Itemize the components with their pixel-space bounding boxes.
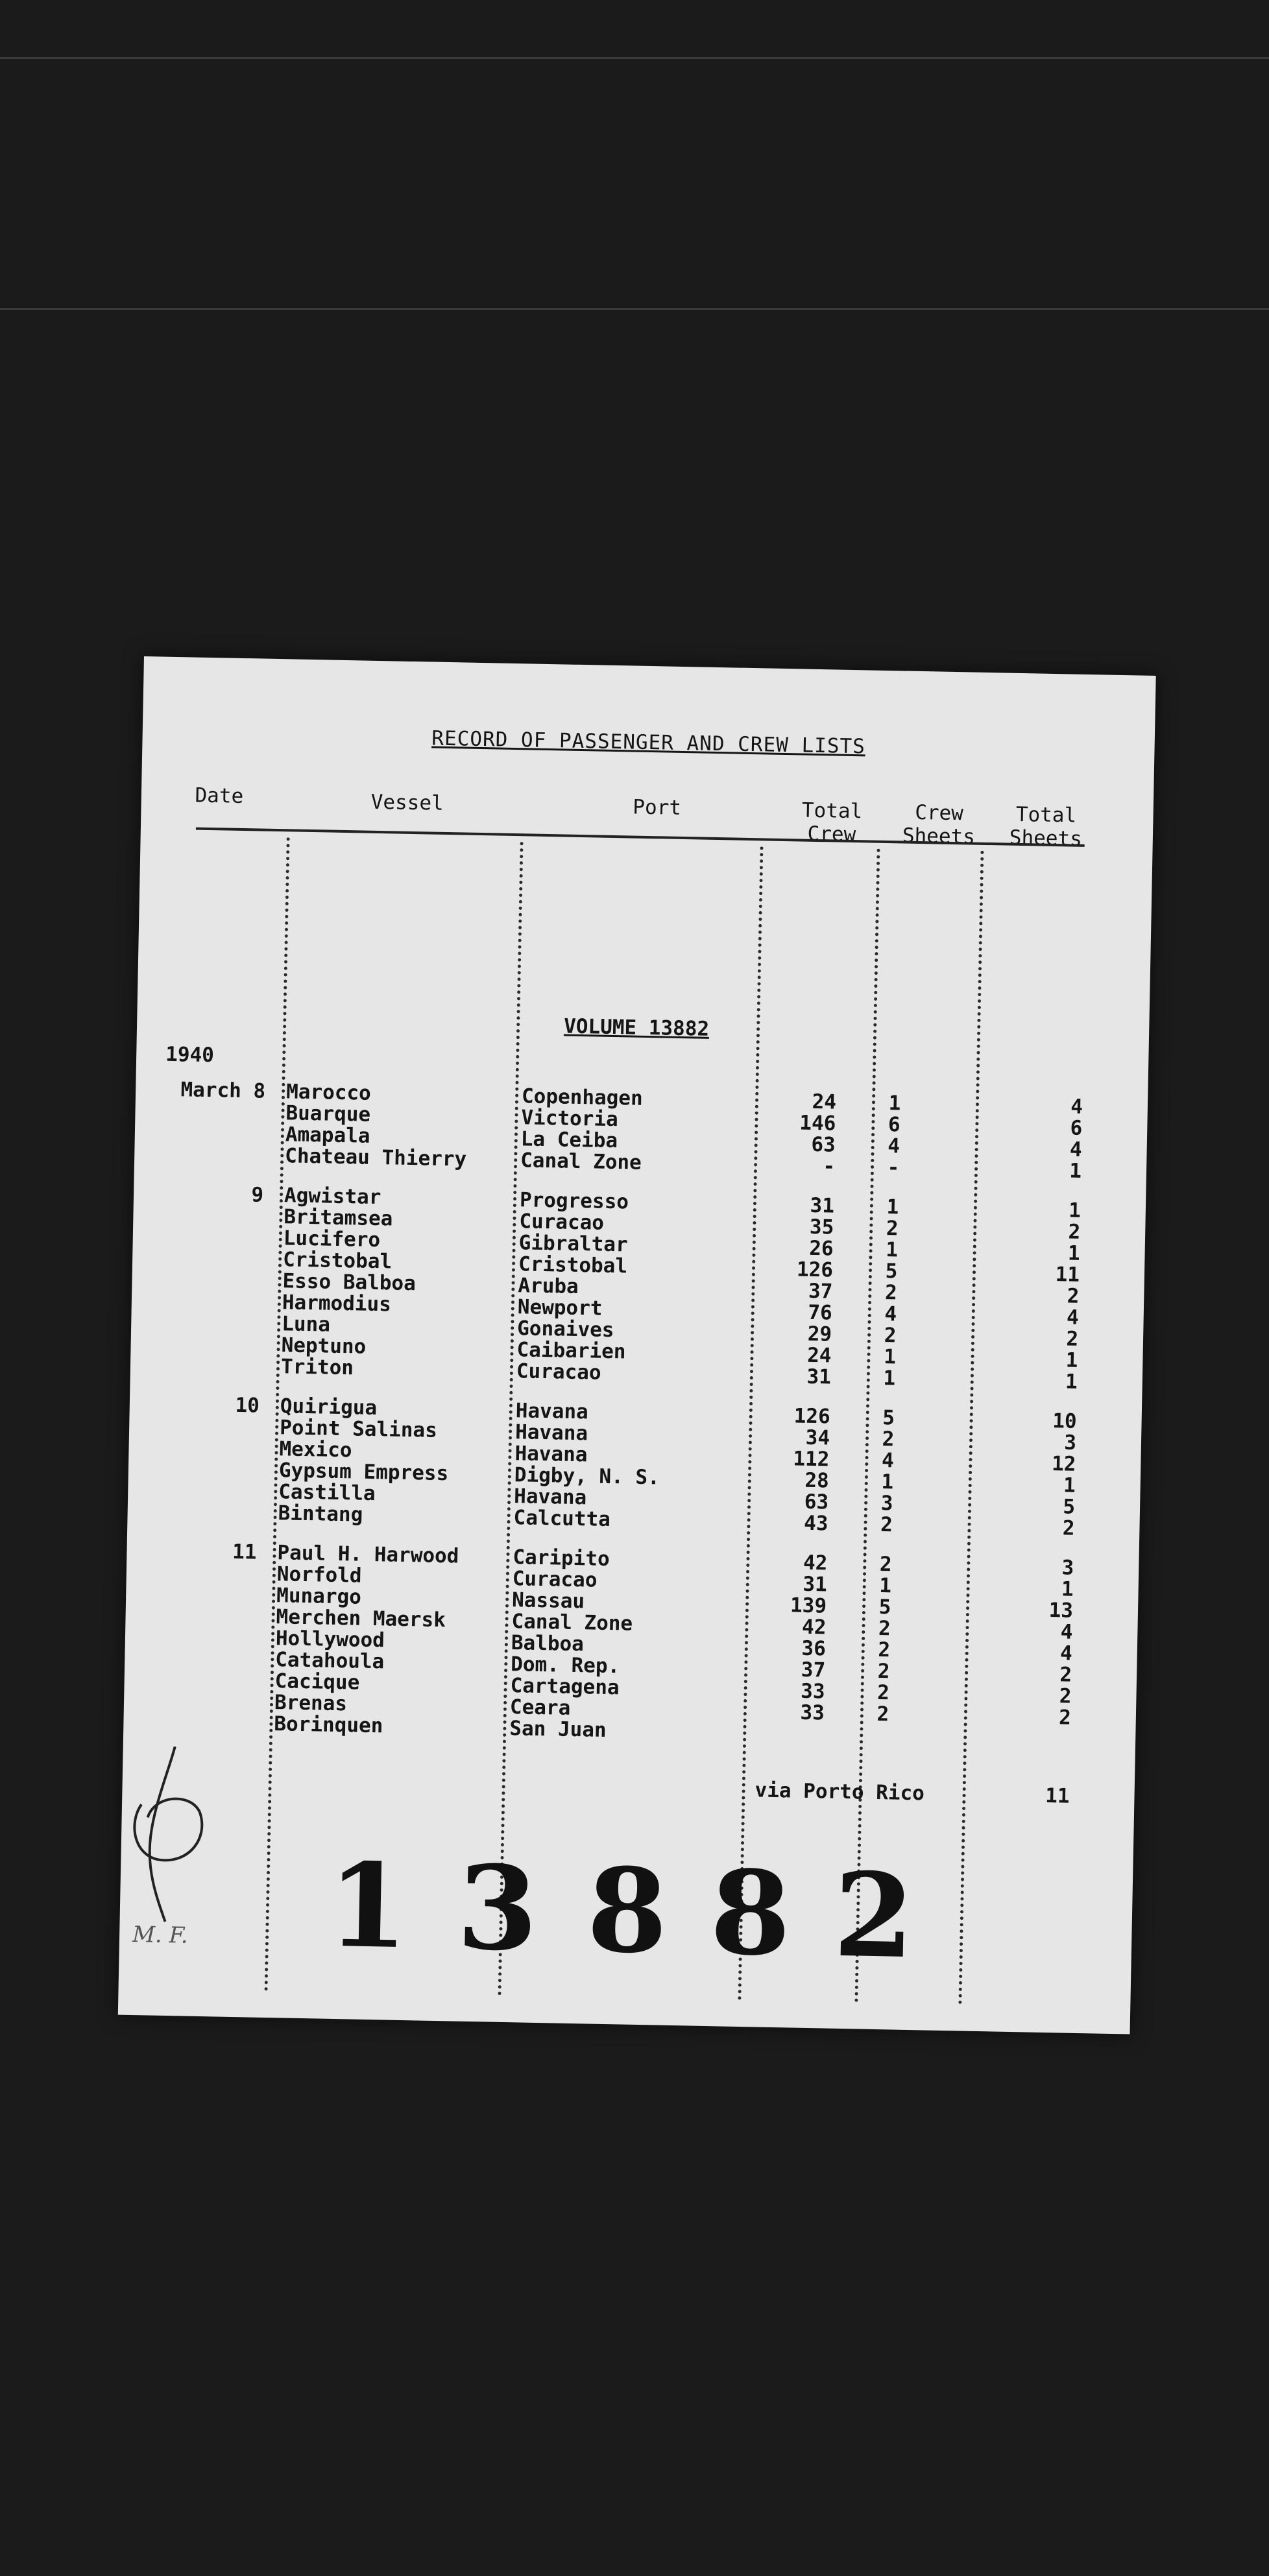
row-total-crew: 139 bbox=[790, 1593, 827, 1618]
row-total-sheets: 6 bbox=[1070, 1116, 1083, 1140]
row-crew-sheets: 2 bbox=[877, 1660, 890, 1684]
row-vessel: Catahoula bbox=[274, 1648, 385, 1674]
row-port: Havana bbox=[515, 1399, 589, 1424]
row-vessel: Point Salinas bbox=[279, 1416, 438, 1442]
row-port: Curacao bbox=[512, 1567, 598, 1592]
row-total-sheets: 1 bbox=[1065, 1370, 1078, 1394]
row-port: Aruba bbox=[518, 1274, 579, 1299]
row-port: Cristobal bbox=[518, 1252, 628, 1278]
stamp-digit: 3 bbox=[456, 1839, 539, 1977]
row-total-crew: 76 bbox=[808, 1300, 833, 1325]
row-port: Curacao bbox=[519, 1210, 605, 1235]
record-sheet bbox=[118, 656, 1156, 2034]
row-total-crew: 26 bbox=[808, 1236, 834, 1261]
row-vessel: Esso Balboa bbox=[282, 1269, 417, 1296]
row-total-crew: 34 bbox=[805, 1425, 830, 1450]
row-crew-sheets: 2 bbox=[880, 1513, 893, 1537]
row-vessel: Castilla bbox=[278, 1480, 376, 1506]
document-title: RECORD OF PASSENGER AND CREW LISTS bbox=[431, 726, 866, 759]
row-total-crew: 37 bbox=[801, 1658, 826, 1682]
row-total-sheets: 2 bbox=[1062, 1516, 1075, 1540]
row-vessel: Harmodius bbox=[282, 1291, 392, 1317]
header-total-sheets: Total Sheets bbox=[1009, 802, 1083, 851]
volume-heading: VOLUME 13882 bbox=[563, 1014, 710, 1041]
row-crew-sheets: 1 bbox=[883, 1345, 897, 1369]
row-crew-sheets: 2 bbox=[878, 1617, 891, 1641]
row-port: Newport bbox=[517, 1295, 603, 1320]
row-vessel: Paul H. Harwood bbox=[277, 1541, 459, 1568]
row-date: 11 bbox=[232, 1540, 257, 1564]
row-port: Digby, N. S. bbox=[514, 1463, 660, 1490]
row-vessel: Triton bbox=[280, 1355, 354, 1380]
row-total-crew: 35 bbox=[809, 1215, 834, 1239]
row-vessel: Norfold bbox=[276, 1562, 362, 1588]
row-port: Gibraltar bbox=[518, 1231, 629, 1257]
row-vessel: Marocco bbox=[285, 1080, 372, 1105]
row-vessel: Mexico bbox=[279, 1437, 352, 1462]
header-port: Port bbox=[633, 795, 682, 820]
row-total-crew: 42 bbox=[803, 1551, 828, 1575]
row-port: Ceara bbox=[509, 1695, 571, 1720]
row-port: Havana bbox=[513, 1485, 587, 1510]
row-date: 10 bbox=[235, 1393, 260, 1418]
row-vessel: Gypsum Empress bbox=[278, 1459, 449, 1486]
row-vessel: Chateau Thierry bbox=[284, 1144, 467, 1171]
row-total-sheets: 4 bbox=[1060, 1620, 1073, 1644]
stamp-digit: 2 bbox=[832, 1846, 915, 1985]
stamp-digit: 1 bbox=[326, 1837, 409, 1975]
header-crew-sheets: Crew Sheets bbox=[902, 800, 976, 849]
row-crew-sheets: - bbox=[887, 1156, 900, 1180]
row-crew-sheets: 5 bbox=[885, 1259, 898, 1283]
row-vessel: Amapala bbox=[285, 1123, 370, 1148]
row-total-sheets: 12 bbox=[1051, 1452, 1076, 1476]
row-port: Victoria bbox=[521, 1106, 619, 1132]
row-total-sheets: 1 bbox=[1067, 1241, 1080, 1265]
row-total-sheets: 1 bbox=[1069, 1159, 1082, 1183]
row-total-crew: 36 bbox=[801, 1636, 827, 1661]
row-crew-sheets: 2 bbox=[884, 1324, 897, 1348]
row-total-sheets: 4 bbox=[1059, 1641, 1073, 1665]
row-port: Caripito bbox=[513, 1545, 610, 1571]
row-total-sheets: 3 bbox=[1063, 1431, 1077, 1455]
row-port: Havana bbox=[514, 1442, 588, 1467]
row-port: Copenhagen bbox=[521, 1084, 644, 1110]
film-edge-line bbox=[0, 57, 1269, 59]
row-total-crew: 33 bbox=[800, 1679, 825, 1704]
header-total-crew: Total Crew bbox=[801, 798, 863, 847]
row-total-sheets: 13 bbox=[1048, 1599, 1074, 1623]
row-total-sheets: 4 bbox=[1069, 1138, 1083, 1162]
row-port: San Juan bbox=[509, 1717, 607, 1742]
row-total-crew: 31 bbox=[810, 1193, 835, 1218]
row-crew-sheets: 2 bbox=[879, 1553, 893, 1577]
row-total-crew: 24 bbox=[812, 1090, 837, 1114]
row-crew-sheets: 2 bbox=[884, 1281, 898, 1305]
row-total-sheets: 2 bbox=[1066, 1327, 1079, 1351]
row-crew-sheets: 2 bbox=[876, 1702, 889, 1726]
row-total-crew: 63 bbox=[804, 1490, 829, 1514]
row-date: March 8 bbox=[180, 1078, 266, 1103]
row-crew-sheets: 1 bbox=[886, 1195, 899, 1219]
row-crew-sheets: 4 bbox=[884, 1302, 897, 1326]
via-total-sheets: 11 bbox=[1045, 1783, 1070, 1808]
row-port: Gonaives bbox=[516, 1317, 614, 1342]
row-total-crew: 31 bbox=[803, 1572, 828, 1597]
film-edge-line bbox=[0, 308, 1269, 310]
row-crew-sheets: 2 bbox=[878, 1638, 891, 1662]
row-total-crew: 126 bbox=[796, 1258, 834, 1282]
row-total-crew: 146 bbox=[799, 1111, 836, 1136]
row-vessel: Cacique bbox=[274, 1669, 360, 1695]
row-vessel: Britamsea bbox=[284, 1205, 393, 1231]
row-total-sheets: 1 bbox=[1063, 1473, 1076, 1497]
row-crew-sheets: 6 bbox=[888, 1113, 901, 1137]
row-total-crew: 63 bbox=[811, 1132, 836, 1157]
row-total-crew: 33 bbox=[800, 1700, 825, 1725]
header-date: Date bbox=[195, 783, 244, 808]
row-total-crew: 42 bbox=[801, 1615, 827, 1640]
row-total-sheets: 2 bbox=[1067, 1284, 1080, 1308]
row-port: Caibarien bbox=[516, 1338, 626, 1364]
row-crew-sheets: 1 bbox=[881, 1470, 894, 1494]
row-port: Canal Zone bbox=[520, 1149, 642, 1175]
volume-stamp-number bbox=[326, 1837, 977, 1985]
row-total-crew: 29 bbox=[807, 1322, 832, 1346]
row-crew-sheets: 2 bbox=[882, 1427, 895, 1451]
row-crew-sheets: 1 bbox=[888, 1091, 901, 1115]
row-total-crew: 126 bbox=[793, 1404, 831, 1429]
row-crew-sheets: 1 bbox=[885, 1238, 899, 1262]
row-vessel: Agwistar bbox=[284, 1184, 381, 1210]
row-port: Havana bbox=[514, 1420, 588, 1446]
row-port: Dom. Rep. bbox=[510, 1652, 620, 1678]
row-vessel: Luna bbox=[281, 1312, 331, 1337]
row-total-crew: - bbox=[823, 1154, 836, 1178]
row-total-sheets: 1 bbox=[1061, 1577, 1074, 1601]
row-total-sheets: 10 bbox=[1052, 1409, 1077, 1433]
row-total-sheets: 2 bbox=[1068, 1220, 1081, 1244]
row-vessel: Cristobal bbox=[282, 1248, 393, 1274]
svg-text:M. F.: M. F. bbox=[132, 1922, 189, 1949]
row-total-sheets: 4 bbox=[1070, 1095, 1083, 1119]
row-vessel: Quirigua bbox=[280, 1394, 378, 1420]
stamp-digit: 8 bbox=[708, 1844, 792, 1982]
row-port: Balboa bbox=[511, 1631, 585, 1656]
row-vessel: Munargo bbox=[276, 1584, 362, 1609]
row-total-sheets: 4 bbox=[1066, 1306, 1080, 1330]
row-port: Nassau bbox=[511, 1588, 585, 1614]
year-label: 1940 bbox=[165, 1042, 215, 1067]
row-total-crew: 28 bbox=[804, 1468, 830, 1493]
row-crew-sheets: 5 bbox=[882, 1406, 895, 1430]
row-date: 9 bbox=[251, 1183, 264, 1207]
row-vessel: Lucifero bbox=[283, 1226, 381, 1252]
row-crew-sheets: 4 bbox=[881, 1449, 895, 1473]
row-total-sheets: 1 bbox=[1068, 1199, 1082, 1222]
row-vessel: Borinquen bbox=[274, 1712, 383, 1738]
handwritten-signature bbox=[126, 1733, 234, 1955]
row-total-sheets: 2 bbox=[1059, 1663, 1072, 1687]
row-total-sheets: 2 bbox=[1059, 1684, 1072, 1708]
row-vessel: Hollywood bbox=[275, 1627, 385, 1652]
row-port: Canal Zone bbox=[511, 1610, 633, 1636]
row-total-sheets: 1 bbox=[1065, 1348, 1078, 1372]
row-crew-sheets: 2 bbox=[886, 1217, 899, 1241]
row-total-sheets: 2 bbox=[1058, 1706, 1072, 1730]
row-port: Cartagena bbox=[510, 1674, 620, 1700]
row-total-sheets: 11 bbox=[1055, 1263, 1080, 1287]
row-total-crew: 31 bbox=[806, 1365, 832, 1389]
row-crew-sheets: 1 bbox=[879, 1574, 892, 1598]
row-crew-sheets: 3 bbox=[880, 1492, 893, 1516]
row-port: La Ceiba bbox=[520, 1127, 618, 1153]
row-port: Progresso bbox=[519, 1188, 629, 1214]
row-port: Curacao bbox=[516, 1359, 601, 1385]
row-total-crew: 37 bbox=[808, 1279, 833, 1304]
row-crew-sheets: 1 bbox=[883, 1366, 896, 1390]
stamp-digit: 8 bbox=[586, 1842, 669, 1979]
row-total-crew: 24 bbox=[806, 1343, 832, 1368]
row-vessel: Neptuno bbox=[281, 1333, 367, 1359]
row-vessel: Bintang bbox=[278, 1501, 363, 1527]
row-port: Calcutta bbox=[513, 1506, 611, 1532]
row-vessel: Brenas bbox=[274, 1691, 348, 1716]
row-vessel: Merchen Maersk bbox=[276, 1605, 446, 1632]
row-vessel: Buarque bbox=[285, 1101, 371, 1127]
row-total-crew: 112 bbox=[793, 1447, 830, 1472]
row-crew-sheets: 5 bbox=[878, 1595, 891, 1619]
row-total-sheets: 3 bbox=[1061, 1556, 1074, 1580]
row-crew-sheets: 2 bbox=[876, 1680, 890, 1705]
header-vessel: Vessel bbox=[370, 790, 444, 815]
row-total-sheets: 5 bbox=[1063, 1495, 1076, 1519]
row-crew-sheets: 4 bbox=[888, 1134, 900, 1158]
row-total-crew: 43 bbox=[803, 1511, 828, 1536]
via-note: via Porto Rico bbox=[755, 1778, 925, 1806]
